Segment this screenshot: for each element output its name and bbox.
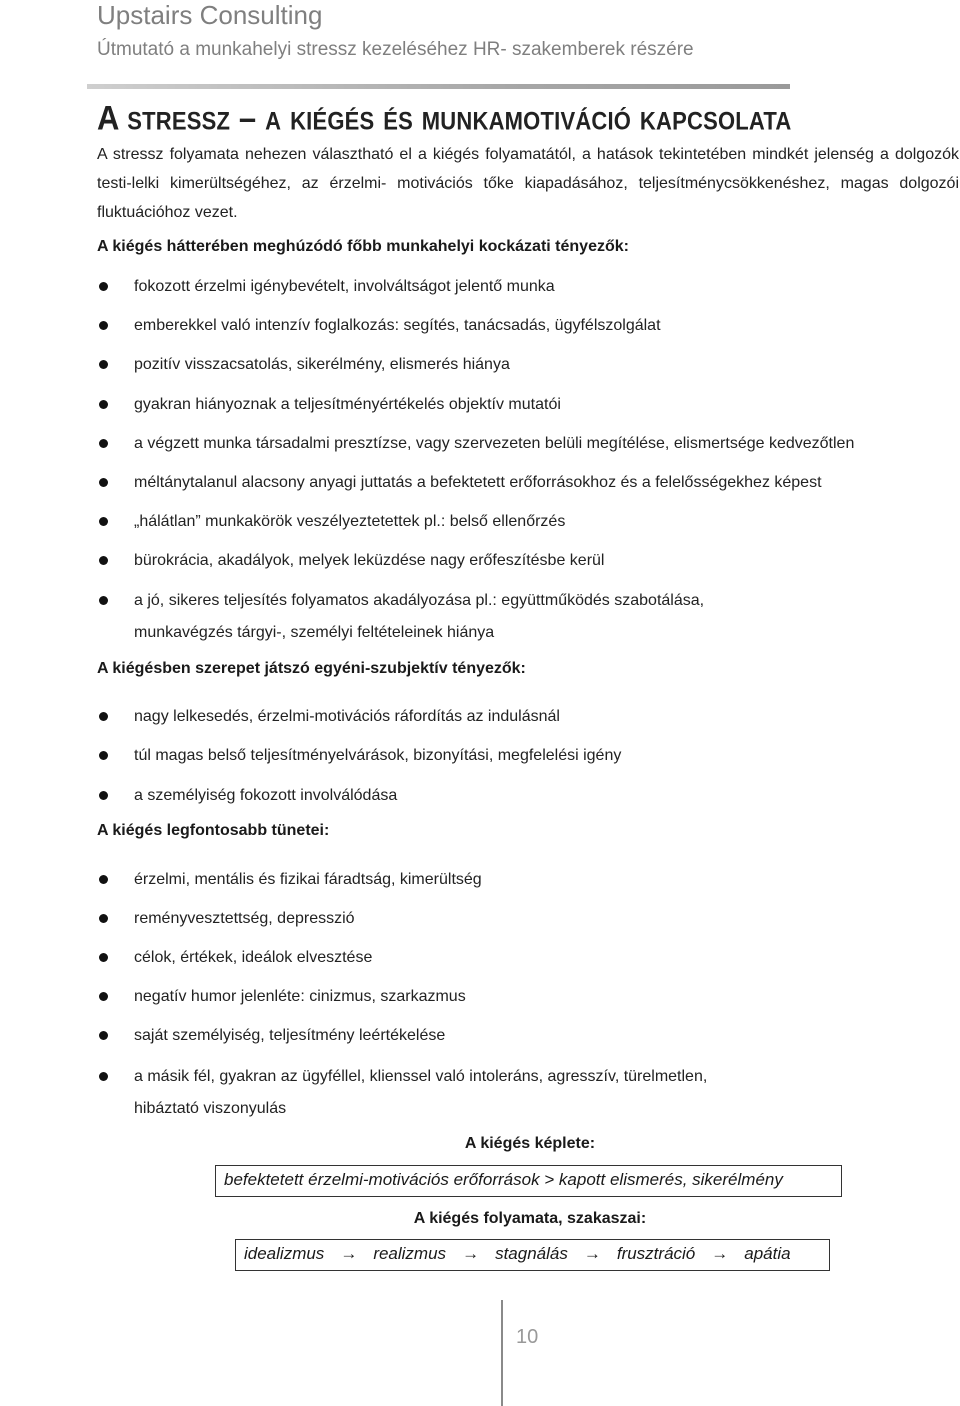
- bullet-icon: [99, 953, 108, 962]
- phase-label: frusztráció: [616, 1244, 696, 1263]
- bullet-icon: [99, 596, 108, 605]
- section-heading-risk-factors: A kiégés hátterében meghúzódó főbb munkahelyi kockázati tényezők:: [97, 238, 629, 255]
- list-item-continuation: munkavégzés tárgyi-, személyi feltételeinek hiánya: [134, 624, 495, 641]
- bullet-icon: [99, 751, 108, 760]
- page-number: 10: [516, 1326, 539, 1348]
- bullet-icon: [99, 875, 108, 884]
- bullet-icon: [99, 1072, 108, 1081]
- section-heading-symptoms: A kiégés legfontosabb tünetei:: [97, 822, 330, 839]
- bullet-icon: [99, 282, 108, 291]
- bullet-icon: [99, 439, 108, 448]
- intro-paragraph: A stressz folyamata nehezen választható el a kiégés folyamatától, a hatások tekintetében mindkét jelenség a dolgozók testi-lelki kimerültségéhez, az érzelmi- motivációs tőke kiapadásához, teljesítménycsökkenéshez, magas dolgozói fluktuációhoz vezet.: [97, 146, 959, 221]
- formula-text: befektetett érzelmi-motivációs erőforrások > kapott elismerés, sikerélmény: [224, 1170, 783, 1189]
- bullet-icon: [99, 556, 108, 565]
- bullet-icon: [99, 992, 108, 1001]
- bullet-icon: [99, 517, 108, 526]
- phase-label: realizmus: [373, 1244, 447, 1263]
- company-name: Upstairs Consulting: [97, 0, 323, 30]
- bullet-icon: [99, 1031, 108, 1040]
- formula-heading: A kiégés képlete:: [464, 1135, 596, 1152]
- bullet-icon: [99, 712, 108, 721]
- document-header: [97, 0, 937, 62]
- arrow-right-icon: →: [583, 1244, 601, 1263]
- phase-label: stagnálás: [495, 1244, 568, 1263]
- header-rule: [87, 84, 790, 89]
- list-item-continuation: hibáztató viszonyulás: [134, 1100, 287, 1117]
- bullet-icon: [99, 321, 108, 330]
- formula-box: [215, 1165, 842, 1197]
- document-subtitle: Útmutató a munkahelyi stressz kezeléséhez HR- szakemberek részére: [97, 39, 694, 60]
- footer-divider: [501, 1300, 503, 1406]
- process-box: [235, 1239, 830, 1271]
- process-heading: A kiégés folyamata, szakaszai:: [413, 1210, 647, 1227]
- page-title: A stressz – a kiégés és munkamotiváció kapcsolata: [97, 98, 792, 138]
- phase-label: idealizmus: [244, 1244, 325, 1263]
- section-heading-individual-factors: A kiégésben szerepet játszó egyéni-szubjektív tényezők:: [97, 660, 526, 677]
- arrow-right-icon: →: [462, 1244, 480, 1263]
- arrow-right-icon: →: [340, 1244, 358, 1263]
- bullet-icon: [99, 478, 108, 487]
- bullet-icon: [99, 914, 108, 923]
- bullet-icon: [99, 360, 108, 369]
- bullet-icon: [99, 400, 108, 409]
- arrow-right-icon: →: [711, 1244, 729, 1263]
- phase-label: apátia: [744, 1244, 791, 1263]
- bullet-icon: [99, 791, 108, 800]
